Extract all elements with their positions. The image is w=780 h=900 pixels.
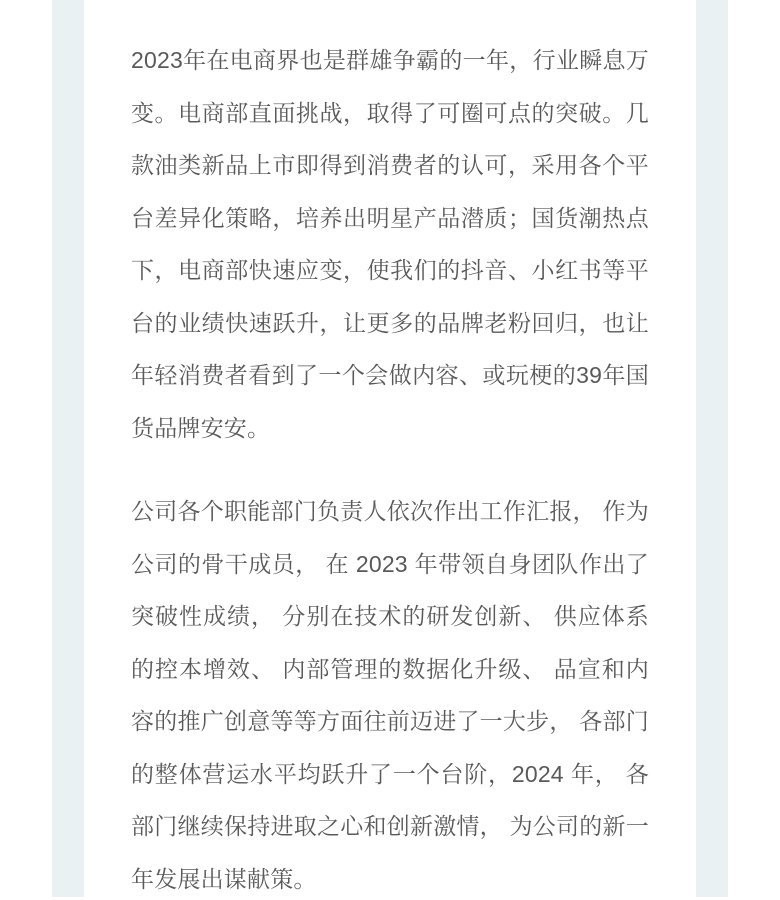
article-content-card [84, 0, 696, 897]
article-body [131, 34, 649, 900]
frame-right-strip [696, 0, 728, 897]
frame-left-strip [52, 0, 84, 897]
article-paragraph-1: 2023年在电商界也是群雄争霸的一年，行业瞬息万变。电商部直面挑战，取得了可圈可点的突破。几款油类新品上市即得到消费者的认可，采用各个平台差异化策略，培养出明星产品潜质；国货潮热点下，电商部快速应变，使我们的抖音、小红书等平台的业绩快速跃升，让更多的品牌老粉回归，也让年轻消费者看到了一个会做内容、或玩梗的39年国货品牌安安。 [131, 47, 649, 441]
article-paragraph-2: 公司各个职能部门负责人依次作出工作汇报， 作为公司的骨干成员， 在 2023 年带领自身团队作出了突破性成绩， 分别在技术的研发创新、 供应体系的控本增效、 内部管理的数据化升级、 品宣和内容的推广创意等等方面往前迈进了一大步， 各部门的整体营运水平均跃升了一个台阶，2024 年， 各部门继续保持进取之心和创新激情， 为公司的新一年发展出谋献策。 [131, 498, 649, 892]
